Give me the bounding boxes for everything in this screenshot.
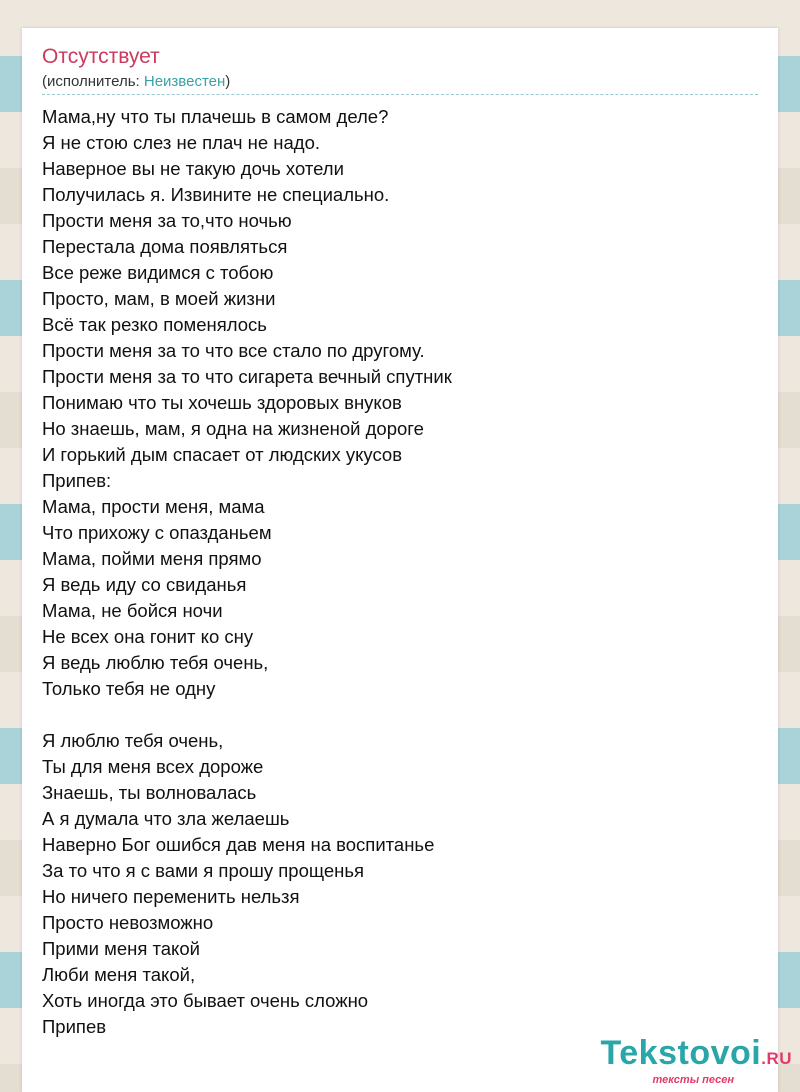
lyric-line: Наверно Бог ошибся дав меня на воспитанье bbox=[42, 834, 435, 855]
lyric-line: Люби меня такой, bbox=[42, 964, 196, 985]
lyric-line: Я ведь люблю тебя очень, bbox=[42, 652, 269, 673]
lyric-line: И горький дым спасает от людских укусов bbox=[42, 444, 403, 465]
lyric-line: Прости меня за то,что ночью bbox=[42, 210, 292, 231]
lyrics-card bbox=[22, 28, 778, 1092]
logo-tagline: тексты песен bbox=[652, 1074, 734, 1086]
lyric-line: Не всех она гонит ко сну bbox=[42, 626, 254, 647]
lyric-line: А я думала что зла желаешь bbox=[42, 808, 290, 829]
lyric-line: Только тебя не одну bbox=[42, 678, 216, 699]
lyric-line: Все реже видимся с тобою bbox=[42, 262, 274, 283]
lyric-line: Прими меня такой bbox=[42, 938, 200, 959]
lyric-line: Что прихожу с опазданьем bbox=[42, 522, 272, 543]
lyric-line: Знаешь, ты волновалась bbox=[42, 782, 257, 803]
lyric-line: Получилась я. Извините не специально. bbox=[42, 184, 390, 205]
lyric-line: Мама, не бойся ночи bbox=[42, 600, 223, 621]
lyric-line: Я не стою слез не плач не надо. bbox=[42, 132, 321, 153]
lyric-line: Просто, мам, в моей жизни bbox=[42, 288, 276, 309]
logo-wordmark bbox=[601, 1036, 792, 1076]
lyric-line: Мама,ну что ты плачешь в самом деле? bbox=[42, 106, 389, 127]
byline-suffix: ) bbox=[225, 73, 231, 90]
site-logo[interactable] bbox=[601, 1036, 792, 1086]
lyric-line: Хоть иногда это бывает очень сложно bbox=[42, 990, 369, 1011]
lyric-line: Всё так резко поменялось bbox=[42, 314, 267, 335]
lyric-line: Наверное вы не такую дочь хотели bbox=[42, 158, 344, 179]
lyric-line: Прости меня за то что все стало по другому. bbox=[42, 340, 425, 361]
lyric-line: Прости меня за то что сигарета вечный спутник bbox=[42, 366, 452, 387]
lyric-line: Припев: bbox=[42, 470, 112, 491]
lyric-line: Понимаю что ты хочешь здоровых внуков bbox=[42, 392, 402, 413]
lyric-line bbox=[42, 702, 758, 728]
lyric-line: Но ничего переменить нельзя bbox=[42, 886, 300, 907]
artist-link[interactable]: Неизвестен bbox=[143, 73, 226, 90]
lyric-line: Я люблю тебя очень, bbox=[42, 730, 224, 751]
lyrics-text bbox=[42, 104, 758, 1040]
lyric-line: Я ведь иду со свиданья bbox=[42, 574, 247, 595]
artist-byline bbox=[42, 73, 230, 91]
lyric-line: За то что я с вами я прошу прощенья bbox=[42, 860, 365, 881]
lyric-line: Припев bbox=[42, 1016, 107, 1037]
lyric-line: Мама, прости меня, мама bbox=[42, 496, 265, 517]
lyric-line: Просто невозможно bbox=[42, 912, 214, 933]
lyric-line: Мама, пойми меня прямо bbox=[42, 548, 262, 569]
lyric-line: Перестала дома появляться bbox=[42, 236, 288, 257]
lyric-line: Но знаешь, мам, я одна на жизненой дороге bbox=[42, 418, 424, 439]
logo-tld: .RU bbox=[761, 1049, 792, 1068]
song-title: Отсутствует bbox=[42, 45, 160, 68]
byline-prefix: (исполнитель: bbox=[42, 73, 144, 90]
logo-name: Tekstovoi bbox=[600, 1034, 762, 1072]
lyric-line: Ты для меня всех дороже bbox=[42, 756, 264, 777]
divider bbox=[42, 94, 758, 95]
